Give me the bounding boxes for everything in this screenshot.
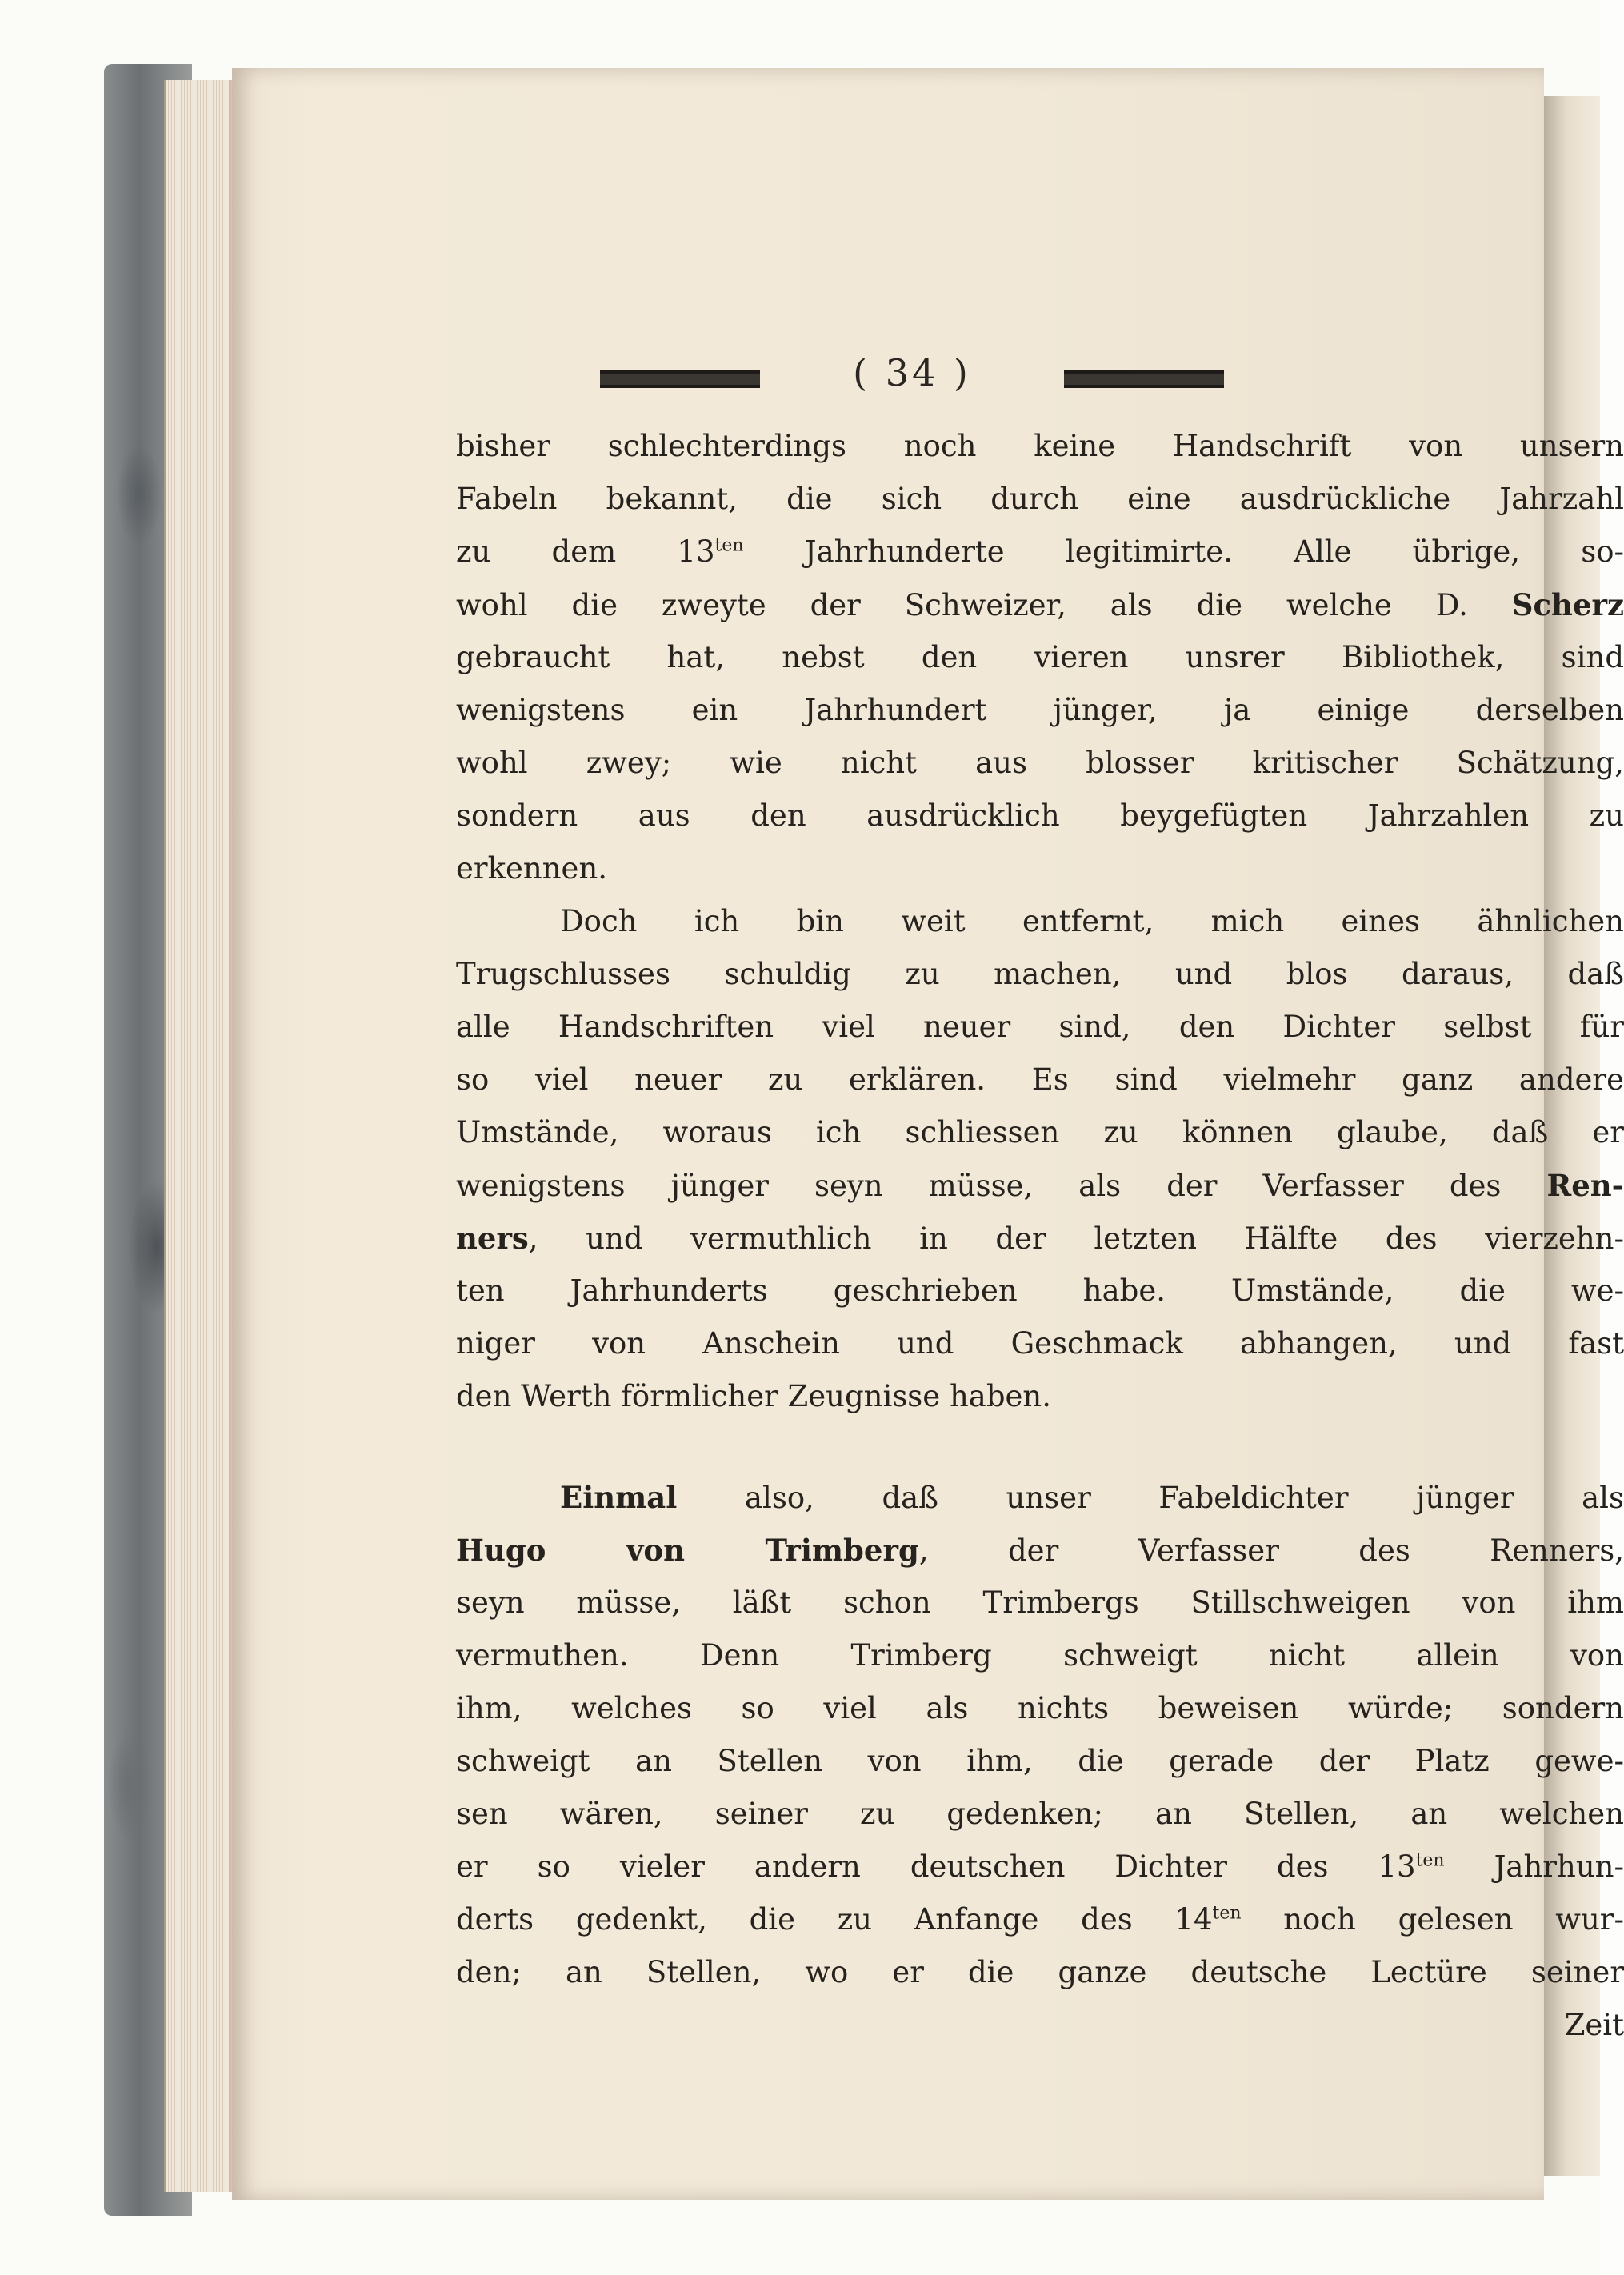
page-number: ( 34 ) bbox=[853, 351, 971, 394]
name-renners-part1: Ren- bbox=[1546, 1168, 1624, 1203]
text-line: Umstände, woraus ich schliessen zu können glaube, daß er bbox=[456, 1115, 1624, 1149]
text-line: Fabeln bekannt, die sich durch eine ausdrückliche Jahrzahl bbox=[456, 482, 1624, 516]
text-line: sen wären, seiner zu gedenken; an Stellen, an welchen bbox=[456, 1797, 1624, 1831]
header-rule-right bbox=[1064, 370, 1224, 388]
text-line: erkennen. bbox=[456, 851, 608, 886]
text-line: niger von Anschein und Geschmack abhangen, und fast bbox=[456, 1326, 1624, 1361]
text-line: zu dem $13^{ten}$ Jahrhunderte legitimirte. Alle übrige, so- bbox=[456, 534, 1624, 569]
text-line: wenigstens jünger seyn müsse, als der Verfasser des Ren- bbox=[456, 1168, 1624, 1203]
emphasis-einmal: Einmal bbox=[560, 1480, 678, 1515]
name-renners-part2: ners bbox=[456, 1221, 529, 1256]
text-line: derts gedenkt, die zu Anfange des $14^{ten}$ noch gelesen wur- bbox=[456, 1902, 1624, 1937]
page-header bbox=[232, 351, 1544, 404]
text-line: ihm, welches so viel als nichts beweisen würde; sondern bbox=[456, 1691, 1624, 1725]
page-text bbox=[456, 420, 1624, 2052]
paragraph-gap bbox=[456, 1423, 1624, 1471]
page-stack-edge bbox=[164, 80, 242, 2192]
text-line: alle Handschriften viel neuer sind, den Dichter selbst für bbox=[456, 1010, 1624, 1044]
text-line: den; an Stellen, wo er die ganze deutsche Lectüre seiner bbox=[456, 1955, 1624, 1989]
text-line: Doch ich bin weit entfernt, mich eines ähnlichen bbox=[560, 904, 1624, 938]
text-line: ners, und vermuthlich in der letzten Hälfte des vierzehn- bbox=[456, 1221, 1624, 1256]
text-line: schweigt an Stellen von ihm, die gerade der Platz gewe- bbox=[456, 1744, 1624, 1778]
text-line: wohl die zweyte der Schweizer, als die welche D. Scherz bbox=[456, 587, 1624, 622]
text-line: bisher schlechterdings noch keine Handschrift von unsern bbox=[456, 429, 1624, 463]
text-line: er so vieler andern deutschen Dichter des $13^{ten}$ Jahrhun- bbox=[456, 1849, 1624, 1884]
text-line: Hugo von Trimberg, der Verfasser des Renners, bbox=[456, 1533, 1624, 1568]
name-hugo-von-trimberg: Hugo von Trimberg bbox=[456, 1533, 919, 1568]
text-line: wohl zwey; wie nicht aus blosser kritischer Schätzung, bbox=[456, 746, 1624, 780]
header-rule-left bbox=[600, 370, 760, 388]
text-line: seyn müsse, läßt schon Trimbergs Stillschweigen von ihm bbox=[456, 1585, 1624, 1620]
text-line: Einmal also, daß unser Fabeldichter jünger als bbox=[560, 1480, 1624, 1515]
book-page bbox=[232, 68, 1624, 2200]
catchword: Zeit bbox=[1564, 2008, 1624, 2042]
text-line: Trugschlusses schuldig zu machen, und blos daraus, daß bbox=[456, 957, 1624, 991]
text-line: sondern aus den ausdrücklich beygefügten Jahrzahlen zu bbox=[456, 798, 1624, 833]
text-line: den Werth förmlicher Zeugnisse haben. bbox=[456, 1379, 1052, 1413]
text-line: ten Jahrhunderts geschrieben habe. Umstände, die we- bbox=[456, 1273, 1624, 1308]
text-line: so viel neuer zu erklären. Es sind vielmehr ganz andere bbox=[456, 1062, 1624, 1097]
text-line: gebraucht hat, nebst den vieren unsrer Bibliothek, sind bbox=[456, 640, 1624, 674]
name-scherz: Scherz bbox=[1511, 587, 1624, 622]
text-line: wenigstens ein Jahrhundert jünger, ja einige derselben bbox=[456, 693, 1624, 727]
text-line: vermuthen. Denn Trimberg schweigt nicht allein von bbox=[456, 1638, 1624, 1673]
